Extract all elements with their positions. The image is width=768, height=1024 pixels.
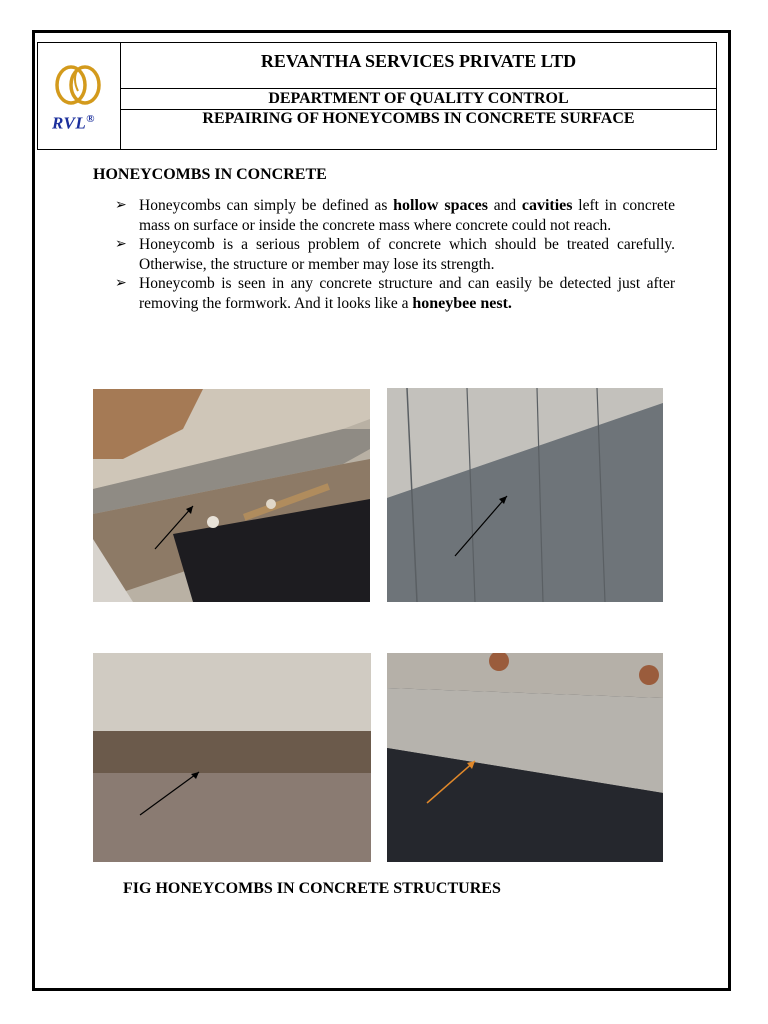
company-name: REVANTHA SERVICES PRIVATE LTD — [121, 43, 716, 89]
bullet-list — [115, 196, 675, 313]
document-subject: REPAIRING OF HONEYCOMBS IN CONCRETE SURFACE — [202, 110, 635, 127]
photo-beam-honeycomb — [387, 653, 663, 862]
list-item: ➢ Honeycomb is a serious problem of concrete which should be treated carefully. Otherwise, the structure or member may lose its strength. — [115, 236, 675, 273]
rvl-logo-icon — [45, 61, 111, 111]
document-header — [37, 42, 717, 150]
list-item: ➢ Honeycomb is seen in any concrete structure and can easily be detected just after removing the formwork. And it looks like a honeybee nest. — [115, 275, 675, 312]
figure-caption: FIG HONEYCOMBS IN CONCRETE STRUCTURES — [123, 880, 501, 897]
arrow-bullet-icon: ➢ — [115, 276, 127, 291]
section-title: HONEYCOMBS IN CONCRETE — [93, 166, 327, 183]
photo-wall-honeycomb — [387, 388, 663, 602]
arrow-bullet-icon: ➢ — [115, 198, 127, 213]
photo-slab-honeycomb — [93, 389, 370, 602]
arrow-bullet-icon: ➢ — [115, 237, 127, 252]
photo-band-honeycomb — [93, 653, 371, 862]
logo-text: RVL® — [52, 113, 95, 133]
department-name: DEPARTMENT OF QUALITY CONTROL — [121, 89, 716, 110]
list-item: ➢ Honeycombs can simply be defined as hollow spaces and cavities left in concrete mass on surface or inside the concrete mass where concrete could not reach. — [115, 197, 675, 234]
company-logo — [38, 43, 121, 149]
